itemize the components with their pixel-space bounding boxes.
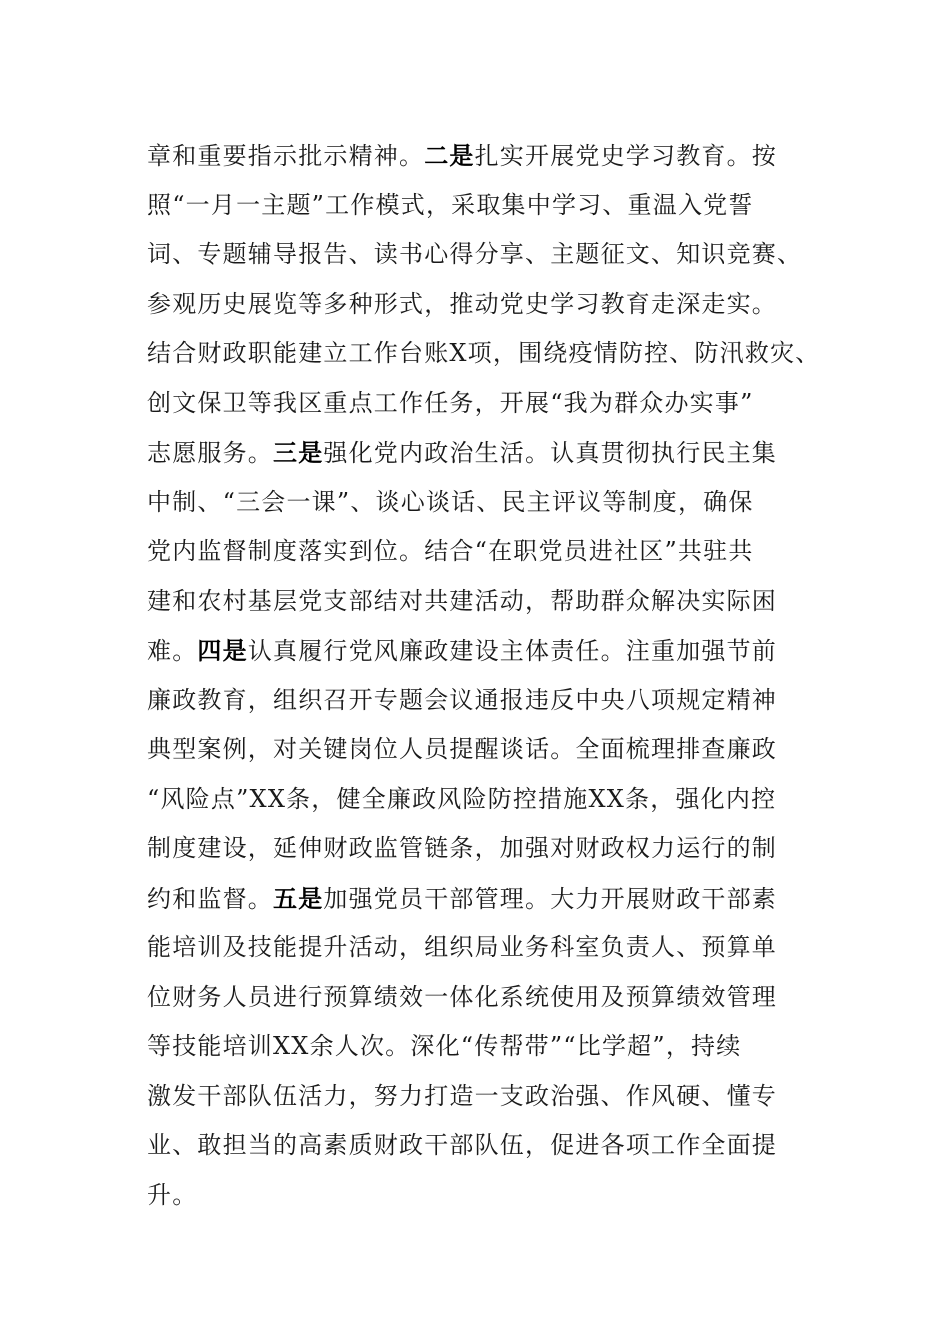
text-line: 照“一月一主题”工作模式，采取集中学习、重温入党誓 — [147, 190, 754, 219]
text-line: 建和农村基层党支部结对共建活动，帮助群众解决实际困 — [147, 586, 777, 615]
text-line: 创文保卫等我区重点工作任务，开展“我为群众办实事” — [147, 388, 754, 417]
text-line: 党内监督制度落实到位。结合“在职党员进社区”共驻共 — [147, 537, 754, 565]
text-line: 激发干部队伍活力，努力打造一支政治强、作风硬、懂专 — [147, 1081, 777, 1110]
text-line: 能培训及技能提升活动，组织局业务科室负责人、预算单 — [147, 933, 777, 961]
text-line: 结合财政职能建立工作台账X项，围绕疫情防控、防汛救灾、 — [147, 339, 821, 367]
text-line: 典型案例，对关键岗位人员提醒谈话。全面梳理排查廉政 — [147, 735, 777, 763]
bold-ordinal: 三是 — [273, 438, 324, 467]
text-line: 词、专题辅导报告、读书心得分享、主题征文、知识竞赛、 — [147, 240, 803, 268]
bold-ordinal: 四是 — [197, 636, 248, 665]
text-line: 中制、“三会一课”、谈心谈话、民主评议等制度，确保 — [147, 487, 754, 516]
text-line: 难。四是认真履行党风廉政建设主体责任。注重加强节前 — [147, 636, 778, 665]
body-paragraph — [147, 131, 837, 1220]
text-line: 志愿服务。三是强化党内政治生活。认真贯彻执行民主集 — [147, 438, 778, 467]
text-line: 约和监督。五是加强党员干部管理。大力开展财政干部素 — [147, 883, 778, 913]
text-line: 制度建设，延伸财政监管链条，加强对财政权力运行的制 — [147, 834, 777, 862]
text-line: 等技能培训XX余人次。深化“传帮带”“比学超”，持续 — [147, 1032, 742, 1060]
text-line: 参观历史展览等多种形式，推动党史学习教育走深走实。 — [147, 289, 777, 318]
bold-ordinal: 二是 — [424, 141, 475, 170]
text-line: 章和重要指示批示精神。二是扎实开展党史学习教育。按 — [147, 141, 778, 170]
text-line: 廉政教育，组织召开专题会议通报违反中央八项规定精神 — [147, 685, 777, 714]
bold-ordinal: 五是 — [273, 883, 324, 913]
text-line: “风险点”XX条，健全廉政风险防控措施XX条，强化内控 — [147, 784, 777, 813]
text-line: 位财务人员进行预算绩效一体化系统使用及预算绩效管理 — [147, 982, 777, 1011]
text-line: 升。 — [147, 1180, 198, 1209]
text-line: 业、敢担当的高素质财政干部队伍，促进各项工作全面提 — [147, 1131, 777, 1159]
